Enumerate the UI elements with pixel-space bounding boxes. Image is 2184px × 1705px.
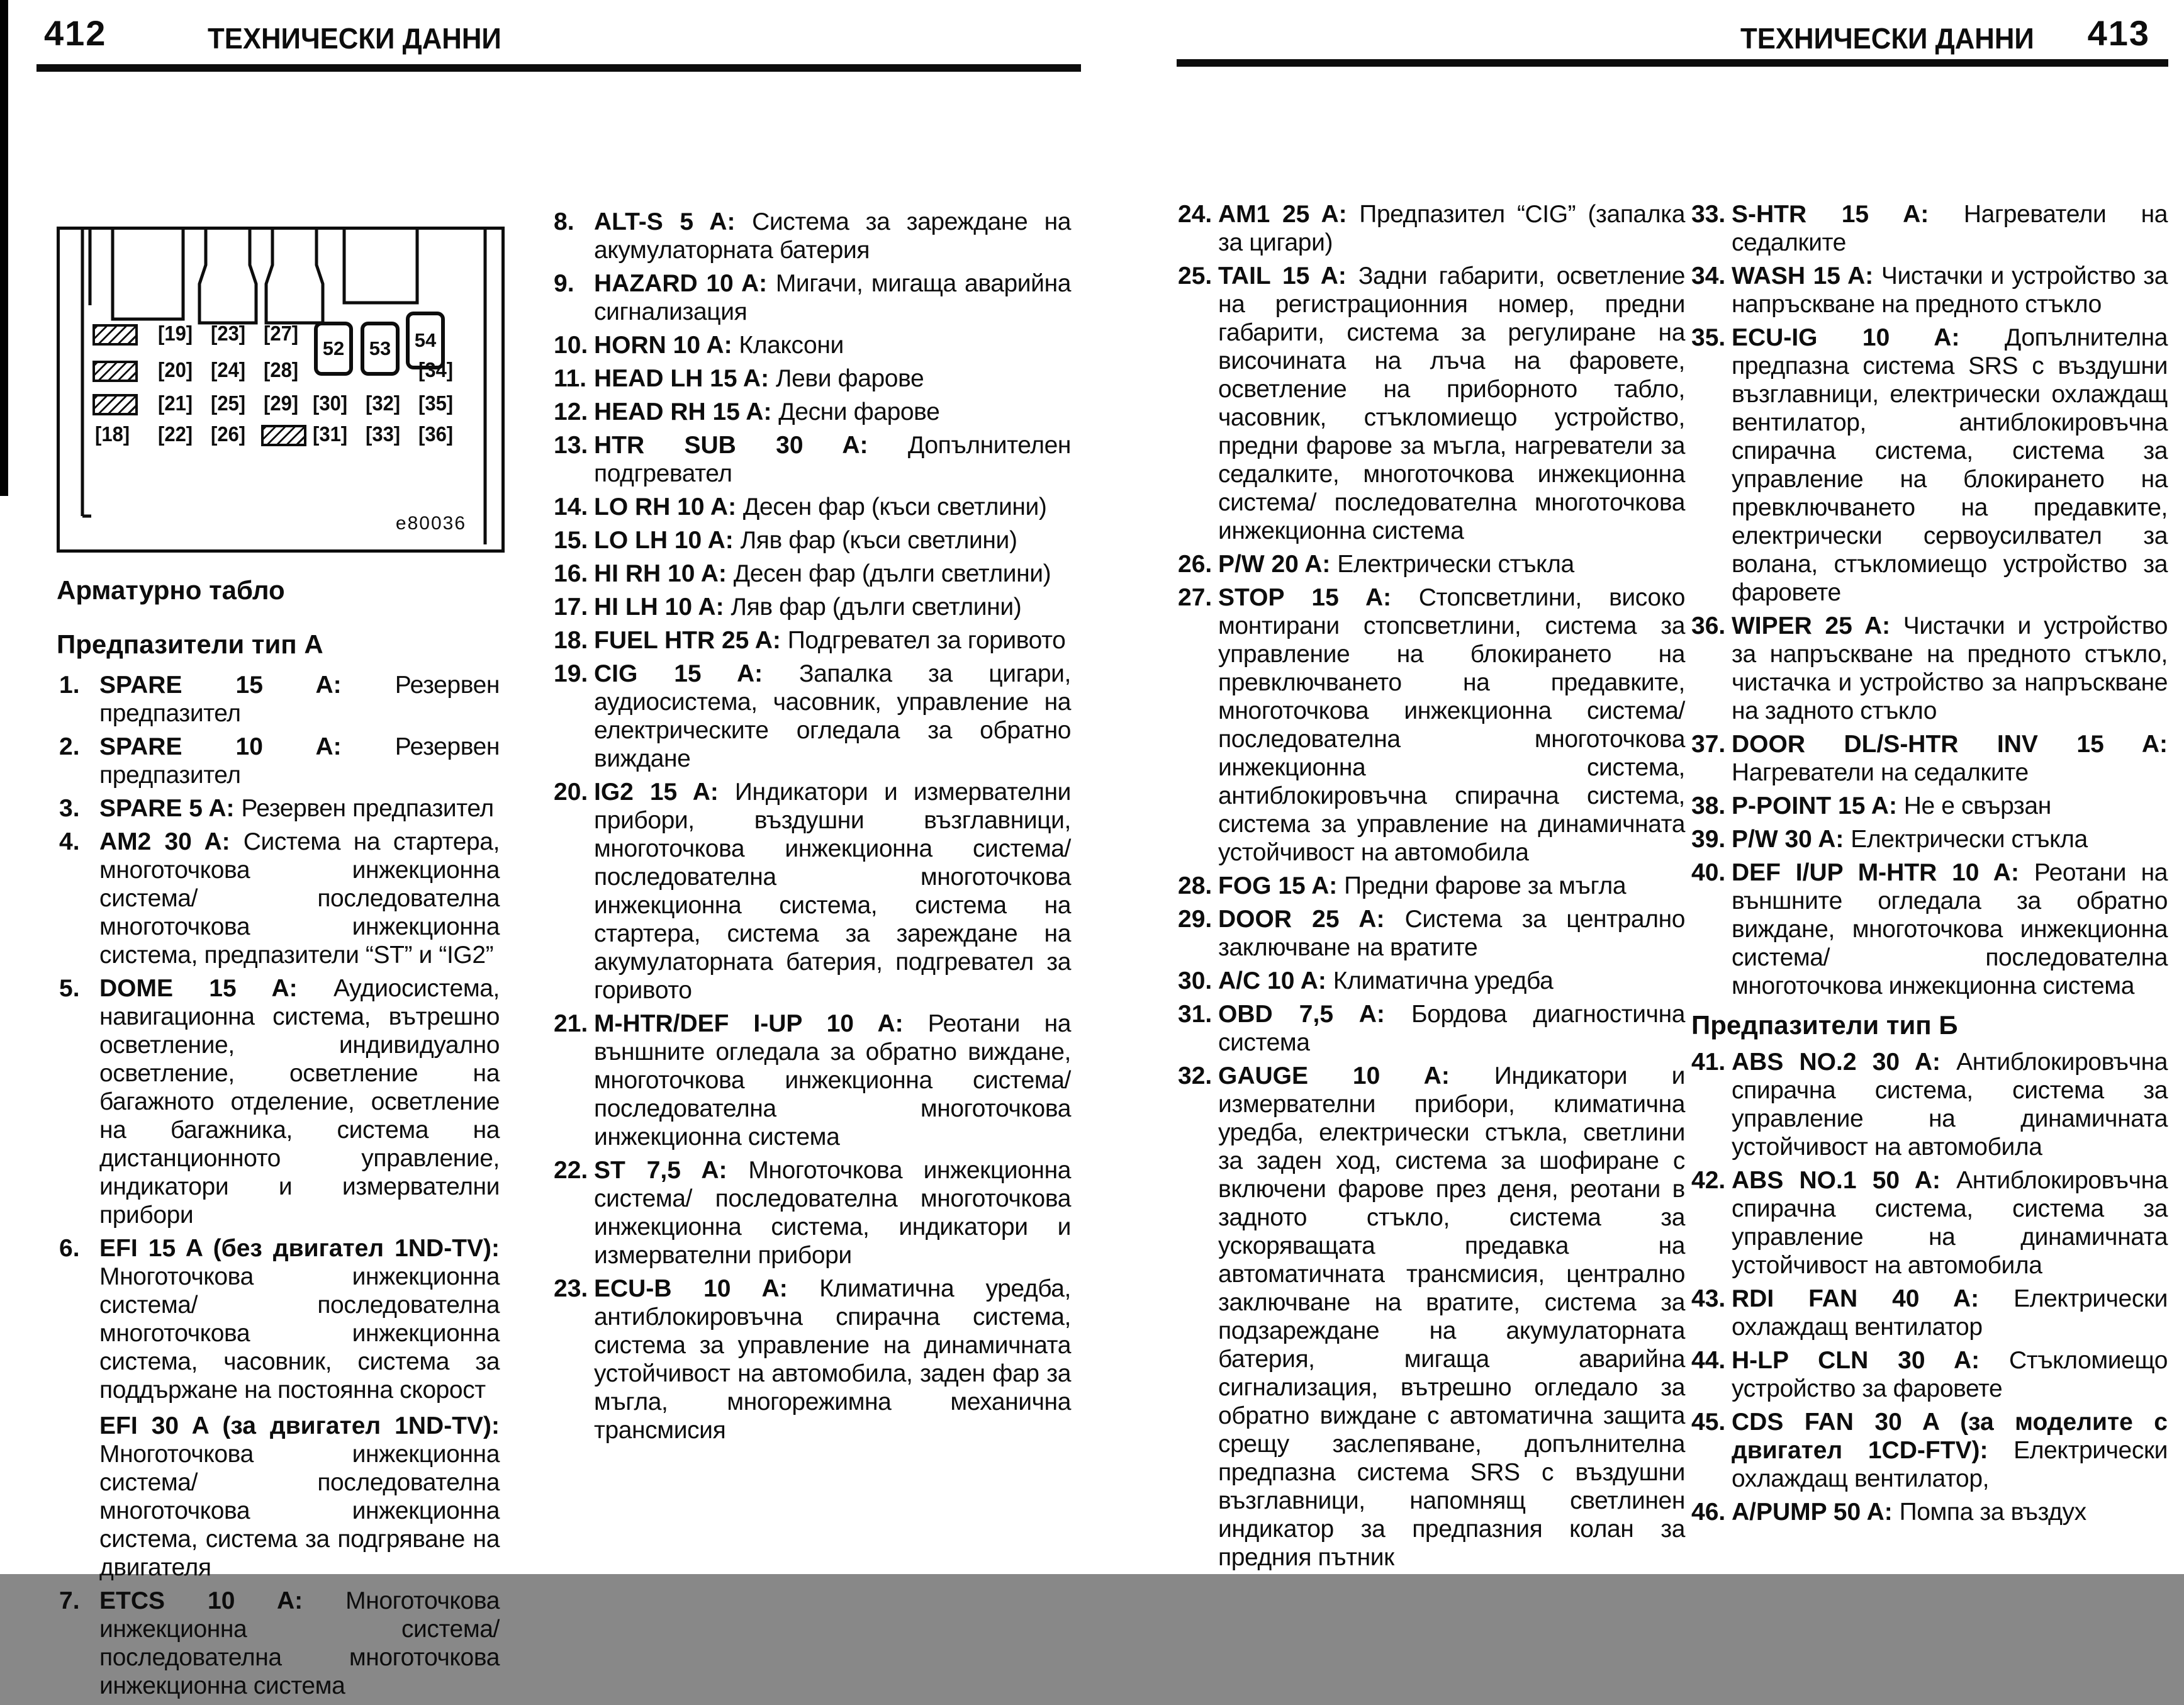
fuse-item: [1691, 262, 2168, 318]
header-rule-right: [1177, 59, 2168, 67]
fuse-item: [1691, 1498, 2168, 1526]
fuse-item-text: TAIL 15 A: Задни габарити, осветление на регистрационния номер, предни габарити, система за регулиране на височината на лъча на фаровете, осветление на приборното табло, часовник, стъкломиещо устройство, предни фарове за мъгла, нагреватели за седалките, многоточкова инжекционна система/ последователна многоточкова инжекционна система: [1218, 262, 1685, 544]
hatched-slot: [92, 324, 138, 346]
fuse-item: [554, 626, 1071, 655]
fuse-item-number: 37.: [1691, 731, 1726, 758]
fuse-slot-31: [31]: [313, 422, 348, 446]
fuse-item-text: FOG 15 A: Предни фарове за мъгла: [1218, 872, 1627, 899]
fuse-label: IG2 15 A:: [594, 779, 735, 806]
fuse-item-number: 5.: [59, 975, 80, 1002]
fuse-item: [554, 398, 1071, 426]
fuse-item: [59, 671, 500, 728]
fuse-slot-28: [28]: [264, 357, 299, 382]
hatched-slot: [92, 394, 138, 415]
fuse-label: EFI 15 A (без двигател 1ND-TV):: [99, 1235, 500, 1262]
fuse-item-text: A/PUMP 50 A: Помпа за въздух: [1732, 1499, 2086, 1526]
fuse-item: [1691, 858, 2168, 1000]
fuse-item-number: 44.: [1691, 1347, 1726, 1374]
fuse-item-number: 3.: [59, 795, 80, 822]
fuse-item-number: 40.: [1691, 859, 1726, 886]
fuse-item: [1178, 967, 1685, 995]
fuse-item-number: 8.: [554, 208, 574, 235]
fuse-item: [1178, 1000, 1685, 1057]
fuse-item-text: SPARE 5 A: Резервен предпазител: [99, 795, 494, 822]
fuse-item-text: ALT-S 5 A: Система за зареждане на акумулаторната батерия: [594, 208, 1071, 264]
fuse-label: OBD 7,5 A:: [1218, 1001, 1411, 1028]
fuse-label: ALT-S 5 A:: [594, 208, 753, 235]
fuse-item-text: CIG 15 A: Запалка за цигари, аудиосистема, часовник, управление на електрическите огледала за обратно виждане: [594, 660, 1071, 772]
fuse-label: HI LH 10 A:: [594, 594, 731, 621]
running-header-right: ТЕХНИЧЕСКИ ДАННИ: [1740, 22, 2034, 55]
fuse-item: [59, 828, 500, 969]
fuse-item-text: AM2 30 A: Система на стартера, многоточкова инжекционна система/ последователна многоточкова инжекционна система, предпазители “ST” и “IG2”: [99, 828, 500, 969]
fuse-item-text: HI LH 10 A: Ляв фар (дълги светлини): [594, 594, 1022, 621]
fuse-label: HAZARD 10 A:: [594, 270, 776, 297]
fuse-item-number: 24.: [1178, 201, 1212, 228]
fuse-item-number: 17.: [554, 594, 588, 621]
fuse-item-text: STOP 15 A: Стопсветлини, високо монтирани стопсветлини, система за управление на блокирането на превключването на предавките, многоточкова инжекционна система/ последователна многоточкова инжекционна система, антиблокировъчна спирачна система, система за управление на динамичната устойчивост на автомобила: [1218, 584, 1685, 866]
fuse-item: [554, 493, 1071, 521]
fuse-item-number: 2.: [59, 733, 80, 760]
fuse-label: FOG 15 A:: [1218, 872, 1345, 899]
fuse-item-number: 4.: [59, 828, 80, 855]
fuse-item: [554, 1010, 1071, 1151]
fuse-label: LO LH 10 A:: [594, 527, 741, 554]
fuse-item: [59, 733, 500, 789]
fuse-label: RDI FAN 40 A:: [1732, 1285, 2014, 1312]
fuse-label: SPARE 10 A:: [99, 733, 395, 760]
fuse-item-number: 15.: [554, 527, 588, 554]
fuse-label: P-POINT 15 A:: [1732, 792, 1904, 819]
fuse-item: [1178, 872, 1685, 900]
fuse-item-text: HTR SUB 30 A: Допълнителен подгревател: [594, 432, 1071, 487]
fuse-item-number: 30.: [1178, 967, 1212, 994]
fuse-item: [1178, 200, 1685, 257]
fuse-item-text: P-POINT 15 A: Не е свързан: [1732, 792, 2051, 819]
scan-artifact-left-edge: [0, 0, 8, 496]
fuse-slot-33: [33]: [366, 422, 401, 446]
section-title-type-b: Предпазители тип Б: [1691, 1010, 1958, 1040]
fuse-item: [554, 660, 1071, 773]
fuse-item-number: 13.: [554, 432, 588, 459]
fuse-item-text: DEF I/UP M-HTR 10 A: Реотани на външните огледала за обратно виждане, многоточкова инжекционна система/ последователна многоточкова инжекционна система: [1732, 859, 2168, 999]
fuse-label: ABS NO.2 30 A:: [1732, 1049, 1957, 1076]
fuse-item: [1691, 792, 2168, 820]
fuse-list-column-4a: [1691, 200, 2168, 1000]
fuse-box-diagram: [57, 227, 505, 553]
connector-outline-graphic: [60, 230, 501, 549]
relay-slot-52: 52: [314, 322, 353, 376]
fuse-label: DOOR DL/S-HTR INV 15 A:: [1732, 731, 2168, 758]
fuse-label: GAUGE 10 A:: [1218, 1062, 1494, 1089]
fuse-item: [554, 1275, 1071, 1444]
fuse-item-number: 1.: [59, 672, 80, 699]
fuse-label: S-HTR 15 A:: [1732, 201, 1964, 228]
fuse-label: ECU-B 10 A:: [594, 1275, 820, 1302]
fuse-slot-32: [32]: [366, 391, 401, 415]
fuse-item-number: 38.: [1691, 792, 1726, 819]
fuse-slot-25: [25]: [211, 391, 246, 415]
fuse-item-number: 25.: [1178, 262, 1212, 290]
fuse-item-text: RDI FAN 40 A: Електрически охлаждащ вентилатор: [1732, 1285, 2168, 1341]
fuse-list-column-1: [59, 671, 500, 1705]
fuse-item: [59, 794, 500, 823]
fuse-item-text: DOME 15 A: Аудиосистема, навигационна система, вътрешно осветление, индивидуално осветление, осветление на багажното отделение, осветление на багажника, система на дистанционното управление, индикатори и измервателни прибори: [99, 975, 500, 1229]
fuse-item-text: IG2 15 A: Индикатори и измервателни прибори, въздушни възглавници, многоточкова инжекционна система/ последователна многоточкова инжекционна система, система на стартера, система за зареждане на акумулаторната батерия, подгревател за горивото: [594, 779, 1072, 1004]
diagram-figure-code: e80036: [395, 513, 466, 534]
fuse-item-text: SPARE 10 A: Резервен предпазител: [99, 733, 500, 789]
fuse-label: ETCS 10 A:: [99, 1587, 346, 1614]
fuse-label: WIPER 25 A:: [1732, 612, 1903, 639]
fuse-item-number: 26.: [1178, 551, 1212, 578]
fuse-item-number: 41.: [1691, 1049, 1726, 1076]
fuse-item-text: LO RH 10 A: Десен фар (къси светлини): [594, 493, 1047, 521]
fuse-item: [554, 560, 1071, 588]
fuse-item-text: ECU-B 10 A: Климатична уредба, антиблокировъчна спирачна система, система за управление на динамичната устойчивост на автомобила, заден фар за мъгла, многорежимна механична трансмисия: [594, 1275, 1071, 1444]
fuse-item-number: 31.: [1178, 1001, 1212, 1028]
fuse-label: CDS FAN 30 A (за моделите с двигател 1CD-FTV):: [1732, 1409, 2168, 1464]
fuse-item-text: LO LH 10 A: Ляв фар (къси светлини): [594, 527, 1017, 554]
fuse-item: [554, 331, 1071, 359]
fuse-slot-30: [30]: [313, 391, 348, 415]
fuse-item-number: 16.: [554, 560, 588, 587]
fuse-item: [1178, 550, 1685, 578]
fuse-item: [1691, 612, 2168, 725]
page-number-right: 413: [2087, 13, 2150, 53]
fuse-item: [554, 526, 1071, 554]
fuse-label: HEAD LH 15 A:: [594, 365, 776, 392]
fuse-item-text: ETCS 10 A: Многоточкова инжекционна система/ последователна многоточкова инжекционна система: [99, 1587, 500, 1699]
page-number-left: 412: [44, 13, 107, 53]
fuse-item-text: WIPER 25 A: Чистачки и устройство за напръскване на предното стъкло, чистачка и устройство за напръскване на задното стъкло: [1732, 612, 2168, 724]
fuse-item-text: ST 7,5 A: Многоточкова инжекционна система/ последователна многоточкова инжекционна система, индикатори и измервателни прибори: [594, 1157, 1071, 1269]
fuse-slot-35: [35]: [418, 391, 454, 415]
fuse-item-number: 19.: [554, 660, 588, 687]
fuse-list-column-4: [1691, 200, 2168, 1531]
fuse-item: [1691, 1048, 2168, 1161]
fuse-label: A/PUMP 50 A:: [1732, 1499, 1900, 1526]
fuse-item: [554, 269, 1071, 326]
fuse-item: [59, 974, 500, 1229]
fuse-item-text: ABS NO.1 50 A: Антиблокировъчна спирачна система, система за управление на динамичната устойчивост на автомобила: [1732, 1167, 2168, 1279]
fuse-label: HI RH 10 A:: [594, 560, 734, 587]
fuse-item-text: SPARE 15 A: Резервен предпазител: [99, 672, 500, 727]
fuse-slot-19: [19]: [158, 321, 193, 346]
fuse-label: A/C 10 A:: [1218, 967, 1333, 994]
fuse-item-number: 7.: [59, 1587, 80, 1614]
section-title-type-a: Предпазители тип А: [57, 629, 323, 659]
fuse-item-number: 34.: [1691, 262, 1726, 290]
fuse-item-text: HEAD RH 15 A: Десни фарове: [594, 398, 940, 425]
fuse-label: P/W 30 A:: [1732, 826, 1851, 853]
fuse-item-number: 23.: [554, 1275, 588, 1302]
fuse-item-text: CDS FAN 30 A (за моделите с двигател 1CD-FTV): Електрически охлаждащ вентилатор,: [1732, 1409, 2168, 1492]
fuse-item-text: DOOR 25 A: Система за централно заключване на вратите: [1218, 906, 1685, 961]
fuse-item-number: 27.: [1178, 584, 1212, 611]
fuse-item-number: 18.: [554, 627, 588, 654]
fuse-item-number: 33.: [1691, 201, 1726, 228]
fuse-label: H-LP CLN 30 A:: [1732, 1347, 2009, 1374]
fuse-item-text: H-LP CLN 30 A: Стъкломиещо устройство за фаровете: [1732, 1347, 2168, 1402]
fuse-label: AM1 25 A:: [1218, 201, 1360, 228]
fuse-label: SPARE 5 A:: [99, 795, 242, 822]
fuse-item: [554, 431, 1071, 488]
fuse-label: LO RH 10 A:: [594, 493, 743, 521]
fuse-label: EFI 30 A (за двигател 1ND-TV):: [99, 1412, 500, 1439]
header-rule-left: [36, 64, 1081, 72]
fuse-item-text: ECU-IG 10 A: Допълнителна предпазна система SRS с въздушни възглавници, електрически охлаждащ вентилатор, антиблокировъчна спирачна система, система за управление на блокирането на превключването на предавките, електрически сервоусилвател за волана, стъкломиещо устройство за фаровете: [1732, 324, 2168, 606]
fuse-item-text: HI RH 10 A: Десен фар (дълги светлини): [594, 560, 1051, 587]
fuse-item: [1178, 905, 1685, 962]
fuse-item-number: 43.: [1691, 1285, 1726, 1312]
fuse-slot-36: [36]: [418, 422, 454, 446]
diagram-caption: Арматурно табло: [57, 575, 285, 605]
fuse-slot-29: [29]: [264, 391, 299, 415]
fuse-item-text: HEAD LH 15 A: Леви фарове: [594, 365, 924, 392]
hatched-slot: [92, 361, 138, 382]
fuse-list-column-2: [554, 208, 1071, 1449]
fuse-slot-21: [21]: [158, 391, 193, 415]
fuse-item: [554, 208, 1071, 264]
fuse-item-number: 11.: [554, 365, 587, 392]
fuse-item: [554, 778, 1071, 1004]
fuse-item-text: S-HTR 15 A: Нагреватели на седалките: [1732, 201, 2168, 256]
fuse-label: ECU-IG 10 A:: [1732, 324, 2005, 351]
fuse-label: HORN 10 A:: [594, 332, 739, 359]
fuse-label: SPARE 15 A:: [99, 672, 395, 699]
fuse-item-number: 14.: [554, 493, 588, 521]
fuse-item-number: 6.: [59, 1235, 80, 1262]
fuse-slot-18: [18]: [95, 422, 130, 446]
fuse-item-text: A/C 10 A: Климатична уредба: [1218, 967, 1554, 994]
fuse-item-number: 32.: [1178, 1062, 1212, 1089]
fuse-label: ABS NO.1 50 A:: [1732, 1167, 1957, 1194]
fuse-label: STOP 15 A:: [1218, 584, 1419, 611]
fuse-slot-26: [26]: [211, 422, 246, 446]
fuse-slot-20: [20]: [158, 357, 193, 382]
fuse-label: DOOR 25 A:: [1218, 906, 1405, 933]
fuse-item: [1691, 1285, 2168, 1341]
fuse-label: AM2 30 A:: [99, 828, 244, 855]
fuse-label: P/W 20 A:: [1218, 551, 1338, 578]
fuse-item-text: HORN 10 A: Клаксони: [594, 332, 844, 359]
fuse-item-text: OBD 7,5 A: Бордова диагностична система: [1218, 1001, 1685, 1056]
fuse-item-text: P/W 30 A: Електрически стъкла: [1732, 826, 2088, 853]
fuse-list-column-4b: [1691, 1048, 2168, 1526]
fuse-item-number: 35.: [1691, 324, 1726, 351]
fuse-item-number: 9.: [554, 270, 574, 297]
fuse-item: [1691, 1166, 2168, 1280]
fuse-list-column-3: [1178, 200, 1685, 1577]
fuse-label: M-HTR/DEF I-UP 10 A:: [594, 1010, 928, 1037]
fuse-item-text: AM1 25 A: Предпазител “CIG” (запалка за цигари): [1218, 201, 1685, 256]
fuse-slot-24: [24]: [211, 357, 246, 382]
fuse-item-number: 39.: [1691, 826, 1726, 853]
fuse-slot-23: [23]: [211, 321, 246, 346]
fuse-slot-27: [27]: [264, 321, 299, 346]
relay-slot-54: 54: [406, 312, 445, 369]
fuse-item-text: ABS NO.2 30 A: Антиблокировъчна спирачна система, система за управление на динамичната устойчивост на автомобила: [1732, 1049, 2168, 1161]
fuse-label: CIG 15 A:: [594, 660, 799, 687]
fuse-item-text: FUEL HTR 25 A: Подгревател за горивото: [594, 627, 1066, 654]
fuse-item: [1691, 730, 2168, 787]
fuse-label: FUEL HTR 25 A:: [594, 627, 788, 654]
fuse-item-number: 29.: [1178, 906, 1212, 933]
fuse-item-text: M-HTR/DEF I-UP 10 A: Реотани на външните огледала за обратно виждане, многоточкова инжекционна система/ последователна многоточкова инжекционна система: [594, 1010, 1071, 1151]
running-header-left: ТЕХНИЧЕСКИ ДАННИ: [208, 22, 501, 55]
fuse-item-number: 20.: [554, 779, 588, 806]
fuse-item: [1178, 262, 1685, 545]
fuse-item-text: WASH 15 A: Чистачки и устройство за напръскване на предното стъкло: [1732, 262, 2168, 318]
fuse-item-number: 21.: [554, 1010, 588, 1037]
fuse-item: [1691, 1346, 2168, 1403]
fuse-item: [1178, 583, 1685, 867]
fuse-label: HTR SUB 30 A:: [594, 432, 908, 459]
fuse-item-text: P/W 20 A: Електрически стъкла: [1218, 551, 1574, 578]
fuse-slot-34: [34]: [418, 357, 454, 382]
fuse-label: DEF I/UP M-HTR 10 A:: [1732, 859, 2034, 886]
fuse-slot-22: [22]: [158, 422, 193, 446]
fuse-item-number: 42.: [1691, 1167, 1726, 1194]
fuse-label: HEAD RH 15 A:: [594, 398, 779, 425]
fuse-item-text: HAZARD 10 A: Мигачи, мигаща аварийна сигнализация: [594, 270, 1071, 325]
fuse-item: [1691, 825, 2168, 853]
fuse-item-number: 28.: [1178, 872, 1212, 899]
fuse-item-number: 12.: [554, 398, 588, 425]
fuse-item-text: EFI 15 A (без двигател 1ND-TV): Многоточкова инжекционна система/ последователна многоточкова инжекционна система, часовник, система за поддържане на постоянна скорост EFI 30 A (за двигател 1ND-TV): Многоточкова инжекционна система/ последователна многоточкова инжекционна система, система за подгряване на двигателя: [99, 1235, 500, 1581]
fuse-item-text: GAUGE 10 A: Индикатори и измервателни прибори, климатична уредба, електрически стъкла, светлини за заден ход, система за шофиране с включени фарове през деня, реотани в задното стъкло, система за ускоряващата предавка на автоматичната трансмисия, централно заключване на вратите, система за подзареждане на акумулаторната батерия, мигаща аварийна сигнализация, вътрешно огледало за обратно виждане с автоматична защита срещу заслепяване, допълнителна предпазна система SRS с въздушни възглавници, напомнящ светлинен индикатор за предпазния колан за предния пътник: [1218, 1062, 1685, 1571]
fuse-item: [554, 1156, 1071, 1269]
fuse-item-number: 36.: [1691, 612, 1726, 639]
fuse-label: TAIL 15 A:: [1218, 262, 1358, 290]
relay-slot-53: 53: [361, 322, 400, 376]
fuse-label: ST 7,5 A:: [594, 1157, 749, 1184]
fuse-item-number: 45.: [1691, 1409, 1726, 1436]
fuse-item-text: DOOR DL/S-HTR INV 15 A: Нагреватели на седалките: [1732, 731, 2168, 786]
fuse-item: [554, 593, 1071, 621]
fuse-item: [554, 364, 1071, 393]
fuse-item: [1691, 200, 2168, 257]
fuse-item: [1178, 1062, 1685, 1572]
fuse-item: [59, 1587, 500, 1700]
fuse-item: [1691, 324, 2168, 607]
fuse-item: [59, 1234, 500, 1582]
fuse-label: WASH 15 A:: [1732, 262, 1881, 290]
fuse-item-number: 22.: [554, 1157, 588, 1184]
hatched-slot: [261, 425, 306, 446]
fuse-item-number: 46.: [1691, 1499, 1726, 1526]
fuse-label: DOME 15 A:: [99, 975, 333, 1002]
fuse-item-number: 10.: [554, 332, 588, 359]
fuse-item: [1691, 1408, 2168, 1493]
